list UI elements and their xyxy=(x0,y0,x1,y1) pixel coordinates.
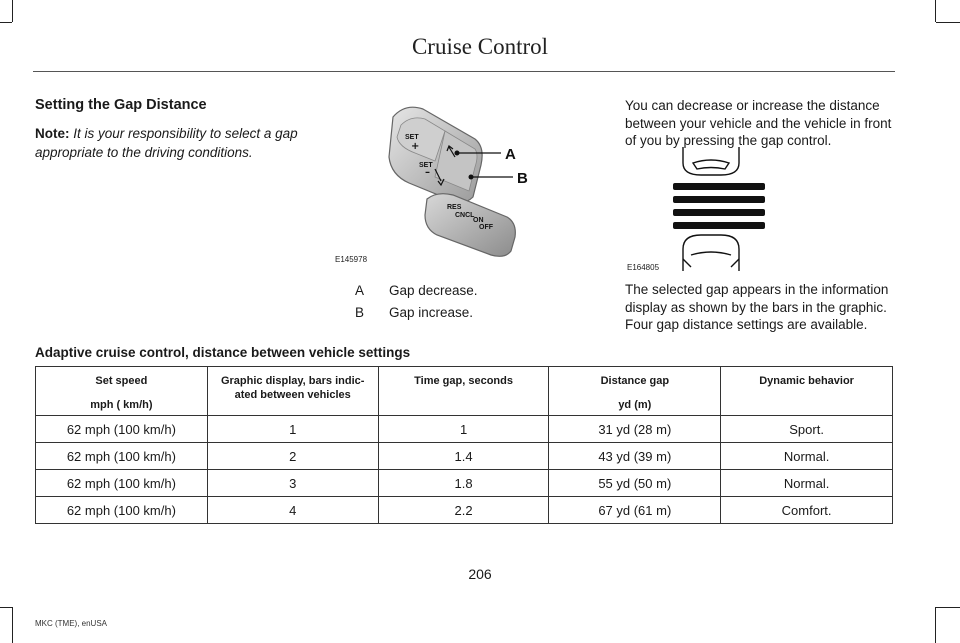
column-header: Graphic display, bars indic-ated between vehicles xyxy=(207,367,378,416)
crop-mark xyxy=(936,607,960,608)
gap-display-figure xyxy=(625,145,835,275)
note-paragraph xyxy=(35,124,315,162)
table-cell: 1.8 xyxy=(378,470,549,497)
legend-text: Gap increase. xyxy=(389,305,474,320)
switch-label-set-plus: SET xyxy=(405,134,419,141)
table-cell: Comfort. xyxy=(721,497,893,524)
footer-reference: MKC (TME), enUSA xyxy=(35,619,108,628)
crop-mark xyxy=(12,607,13,643)
gap-control-paragraph: You can decrease or increase the distance between your vehicle and the vehicle in front of you by pressing the gap control. xyxy=(625,98,892,148)
table-row xyxy=(36,470,893,497)
legend-row xyxy=(355,305,473,320)
table-cell: 62 mph (100 km/h) xyxy=(36,497,208,524)
crop-mark xyxy=(0,22,12,23)
crop-mark xyxy=(936,22,960,23)
crop-mark xyxy=(935,607,936,643)
minus-glyph: – xyxy=(425,167,430,178)
table-cell: Normal. xyxy=(721,443,893,470)
page-number: 206 xyxy=(468,566,492,582)
figure-code: E164805 xyxy=(627,263,660,272)
note-text: It is your responsibility to select a gap appropriate to the driving conditions. xyxy=(35,126,298,160)
table-cell: Normal. xyxy=(721,470,893,497)
table-cell: 55 yd (50 m) xyxy=(549,470,721,497)
cruise-switch-figure xyxy=(325,95,530,265)
table-cell: 1 xyxy=(378,416,549,443)
header-divider xyxy=(33,71,895,72)
gap-bars xyxy=(673,183,765,229)
table-title: Adaptive cruise control, distance between vehicle settings xyxy=(35,345,411,360)
figure-code: E145978 xyxy=(335,255,368,264)
switch-label-on: ON xyxy=(473,217,484,224)
crop-mark xyxy=(12,0,13,22)
legend-row xyxy=(355,283,478,298)
table-header-row xyxy=(36,367,893,416)
table-cell: 1 xyxy=(207,416,378,443)
table-cell: 2.2 xyxy=(378,497,549,524)
page-title: Cruise Control xyxy=(411,34,549,59)
callout-b: B xyxy=(517,170,528,187)
legend-key: B xyxy=(355,305,365,320)
column-header: Set speed mph ( km/h) xyxy=(36,367,208,416)
table-cell: 62 mph (100 km/h) xyxy=(36,443,208,470)
callout-a: A xyxy=(505,146,516,163)
column-header: Distance gap yd (m) xyxy=(549,367,721,416)
column-header: Dynamic behavior xyxy=(721,367,893,416)
switch-label-set-minus: SET xyxy=(419,162,433,169)
cruise-switch-illustration xyxy=(325,95,530,265)
switch-label-res: RES xyxy=(447,204,462,211)
table-cell: 4 xyxy=(207,497,378,524)
table-row xyxy=(36,497,893,524)
gap-display-illustration xyxy=(625,145,835,275)
table-row xyxy=(36,443,893,470)
table-cell: 67 yd (61 m) xyxy=(549,497,721,524)
gap-settings-table xyxy=(35,366,893,524)
switch-label-cncl: CNCL xyxy=(455,212,475,219)
table-cell: Sport. xyxy=(721,416,893,443)
note-label: Note: xyxy=(35,126,70,141)
table-row xyxy=(36,416,893,443)
crop-mark xyxy=(0,607,12,608)
table-cell: 1.4 xyxy=(378,443,549,470)
table-cell: 62 mph (100 km/h) xyxy=(36,470,208,497)
table-cell: 3 xyxy=(207,470,378,497)
front-vehicle-icon xyxy=(683,147,739,175)
table-cell: 2 xyxy=(207,443,378,470)
legend-key: A xyxy=(355,283,365,298)
legend-text: Gap decrease. xyxy=(389,283,478,298)
switch-label-off: OFF xyxy=(479,224,493,231)
crop-mark xyxy=(935,0,936,22)
table-cell: 31 yd (28 m) xyxy=(549,416,721,443)
table-cell: 43 yd (39 m) xyxy=(549,443,721,470)
section-heading: Setting the Gap Distance xyxy=(35,97,207,113)
plus-glyph: + xyxy=(411,141,420,152)
own-vehicle-icon xyxy=(683,235,739,271)
gap-display-paragraph: The selected gap appears in the information display as shown by the bars in the graphic. Four gap distance settings are available. xyxy=(625,282,889,332)
column-header: Time gap, seconds xyxy=(378,367,549,416)
table-cell: 62 mph (100 km/h) xyxy=(36,416,208,443)
